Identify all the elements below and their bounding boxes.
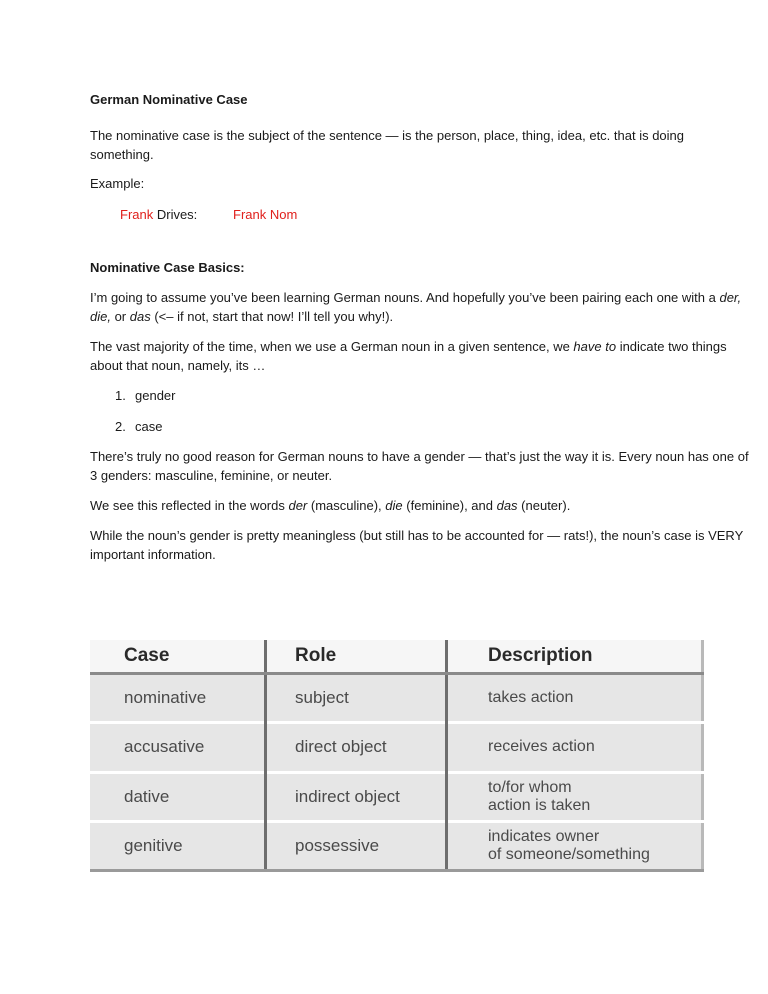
example-verb: Drives:: [153, 207, 198, 222]
paragraph-genders: There’s truly no good reason for German nouns to have a gender — that’s just the way it is. Every noun has one of 3 genders: masculine, feminine, or neuter.: [90, 449, 749, 483]
table-row: [90, 723, 703, 772]
table-row: [90, 821, 703, 870]
column-header: Description: [447, 640, 703, 674]
example-label: Example:: [90, 176, 145, 191]
table-cell: indicates owner of someone/something: [447, 821, 703, 870]
intro-paragraph: The nominative case is the subject of the sentence — is the person, place, thing, idea, etc. that is doing something.: [90, 128, 685, 162]
column-header: Case: [90, 640, 266, 674]
section-heading-basics: Nominative Case Basics:: [90, 260, 245, 275]
table-cell: accusative: [90, 723, 266, 772]
table-row: [90, 772, 703, 821]
example-annotation: Frank Nom: [233, 207, 298, 222]
table-cell: indirect object: [266, 772, 447, 821]
table-cell: takes action: [447, 674, 703, 723]
page-title: German Nominative Case: [90, 92, 248, 107]
paragraph-articles-genders: We see this reflected in the words der (masculine), die (feminine), and das (neuter).: [90, 498, 571, 513]
table-cell: to/for whom action is taken: [447, 772, 703, 821]
paragraph-case-importance: While the noun’s gender is pretty meaningless (but still has to be accounted for — rats!), the noun’s case is VERY important information.: [90, 528, 744, 562]
paragraph-two-things: The vast majority of the time, when we use a German noun in a given sentence, we have to indicate two things about that noun, namely, its …: [90, 339, 727, 373]
document-body: [90, 92, 750, 564]
table-row: [90, 674, 703, 723]
table-cell: dative: [90, 772, 266, 821]
example-row: [120, 207, 750, 227]
table-header-row: [90, 640, 703, 674]
example-sentence: [120, 207, 197, 222]
example-subject: Frank: [120, 207, 154, 222]
column-header: Role: [266, 640, 447, 674]
table-cell: possessive: [266, 821, 447, 870]
list-item: 1. gender: [115, 388, 176, 403]
table-cell: direct object: [266, 723, 447, 772]
table-cell: genitive: [90, 821, 266, 870]
table-cell: nominative: [90, 674, 266, 723]
paragraph-articles: I’m going to assume you’ve been learning German nouns. And hopefully you’ve been pairing each one with a der, die, or das (<– if not, start that now! I’ll tell you why!).: [90, 290, 742, 324]
list-item: 2. case: [115, 419, 163, 434]
numbered-list: [90, 386, 750, 436]
case-table: [90, 640, 704, 872]
table-cell: receives action: [447, 723, 703, 772]
table-cell: subject: [266, 674, 447, 723]
